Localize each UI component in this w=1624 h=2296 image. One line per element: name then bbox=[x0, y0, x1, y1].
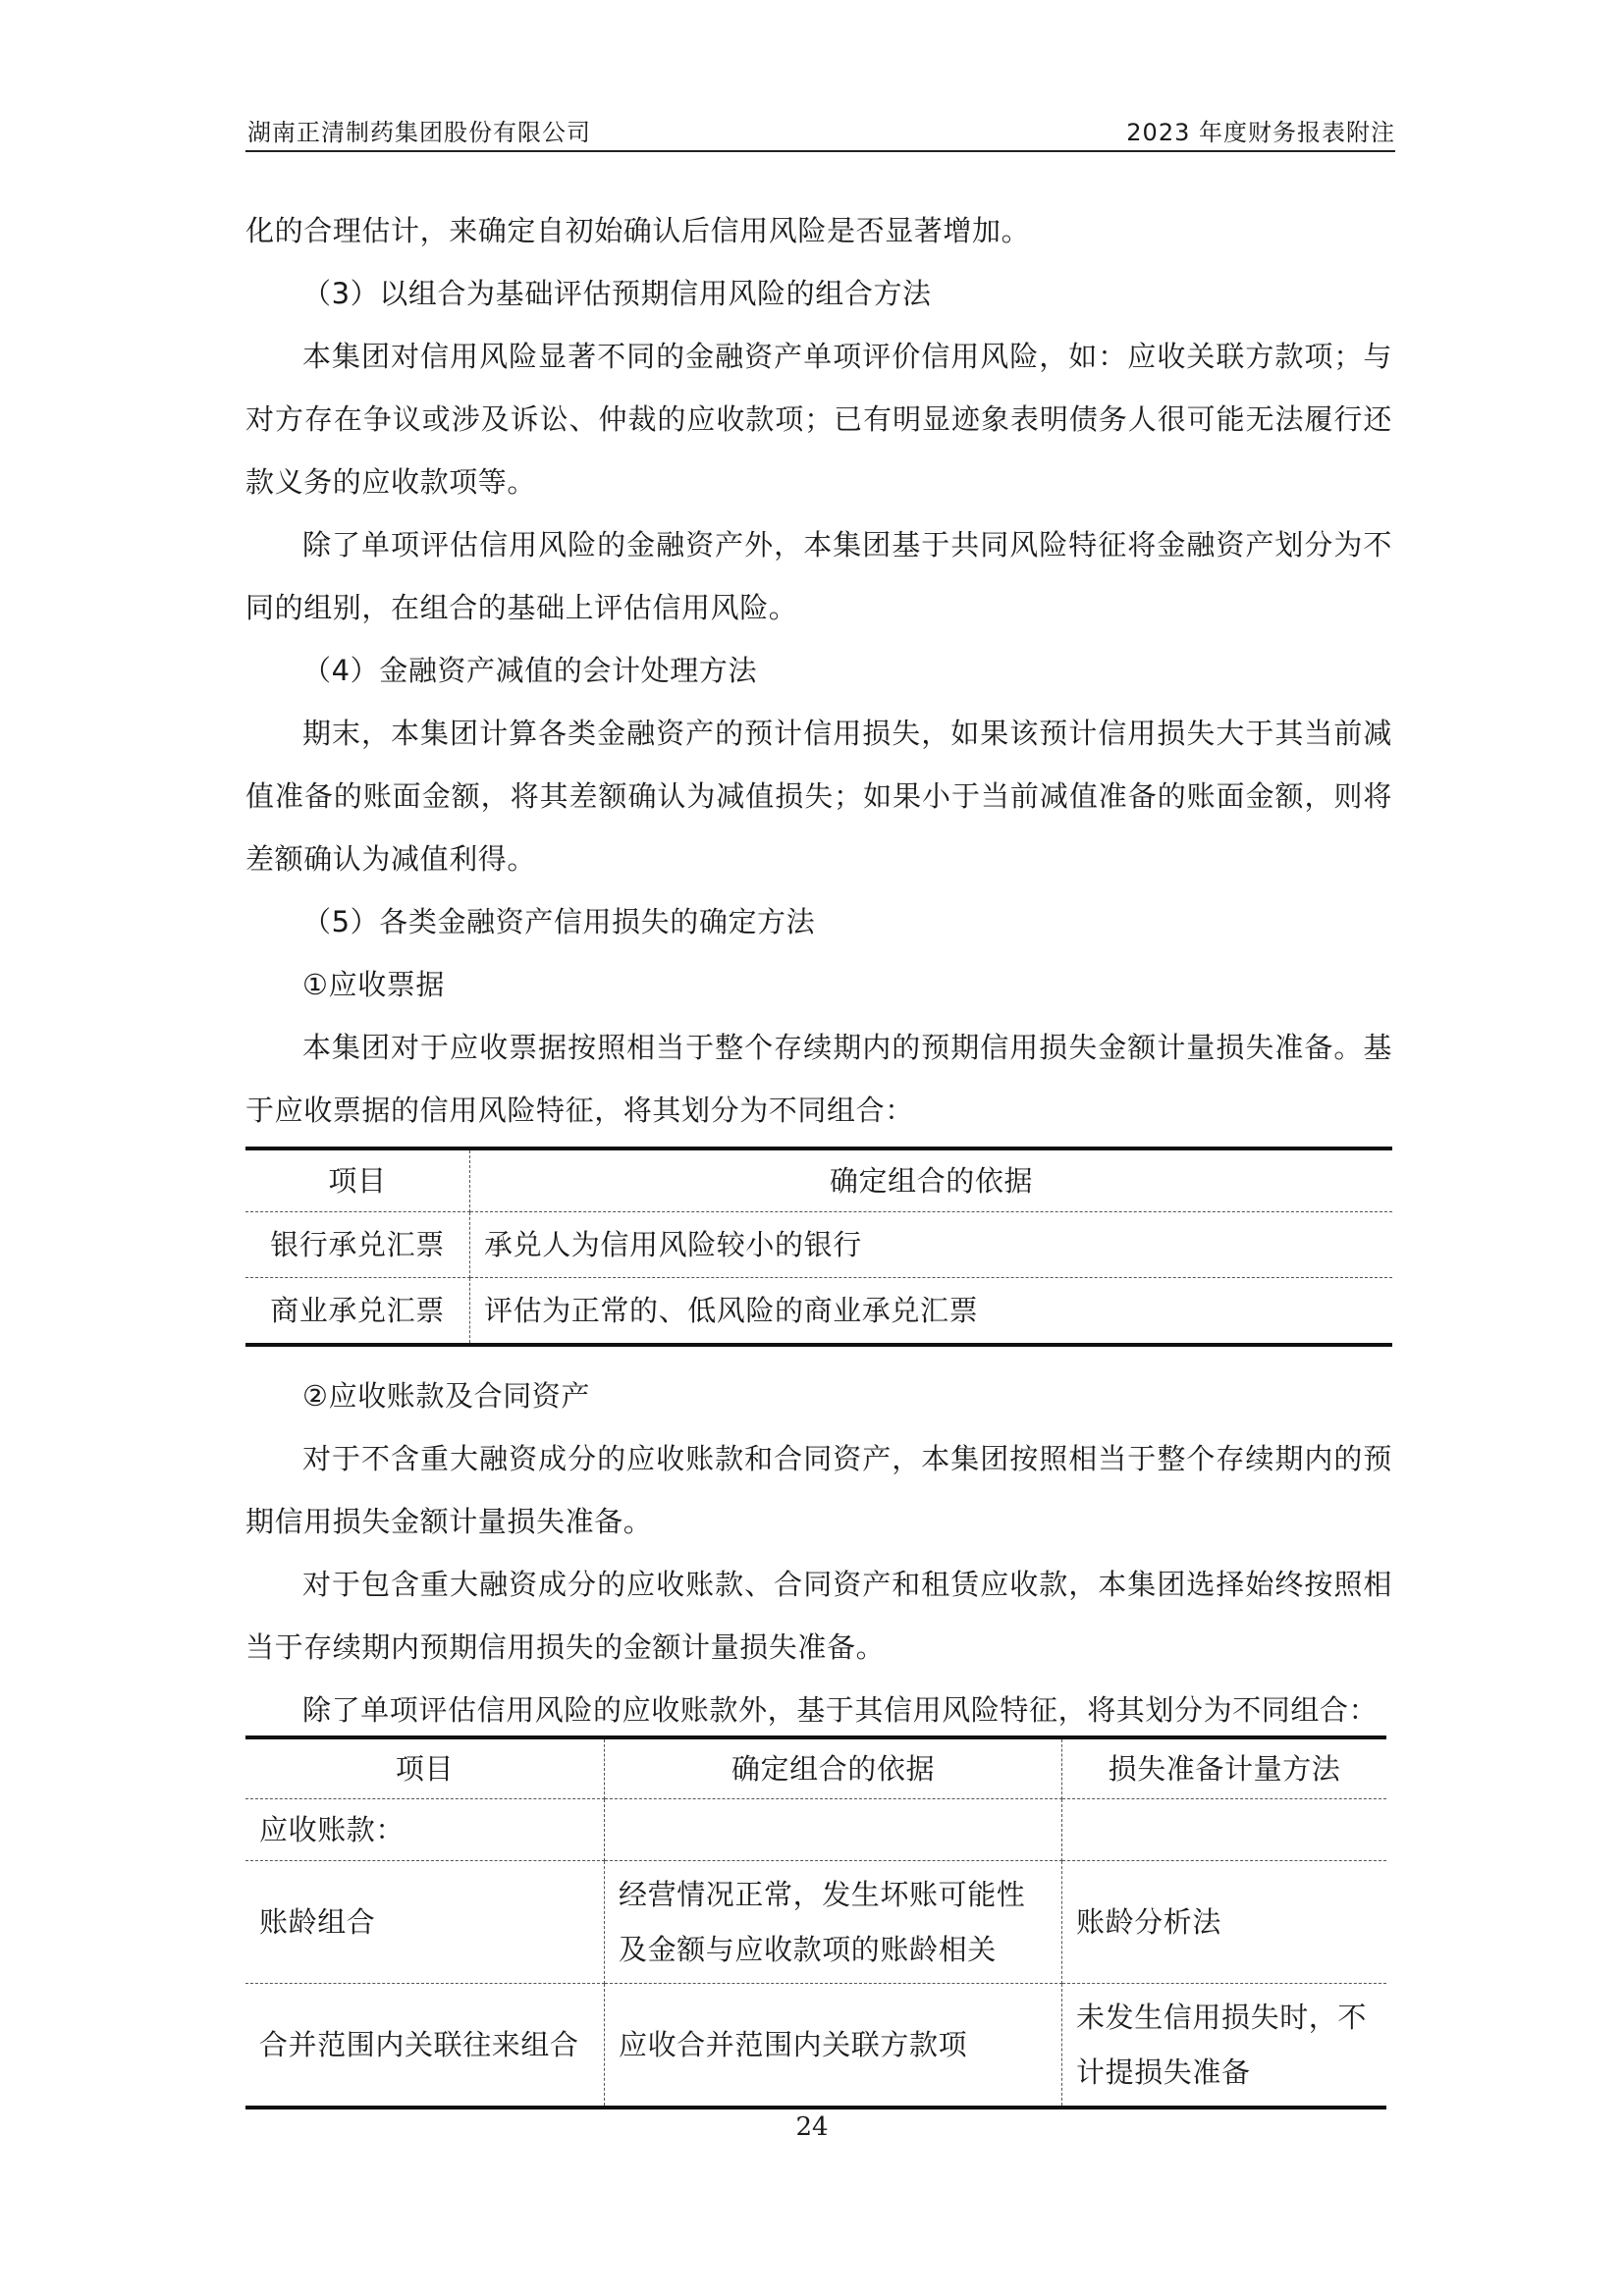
paragraph: 本集团对信用风险显著不同的金融资产单项评价信用风险，如：应收关联方款项；与对方存在争议或涉及诉讼、仲裁的应收款项；已有明显迹象表明债务人很可能无法履行还款义务的应收款项等。 bbox=[245, 340, 1392, 499]
header-document-title: 2023 年度财务报表附注 bbox=[1126, 119, 1395, 146]
table-cell: 账龄分析法 bbox=[1062, 1861, 1387, 1984]
notes-receivable-table bbox=[245, 1147, 1392, 1347]
paragraph: 期末，本集团计算各类金融资产的预计信用损失，如果该预计信用损失大于其当前减值准备的账面金额，将其差额确认为减值损失；如果小于当前减值准备的账面金额，则将差额确认为减值利得。 bbox=[245, 717, 1392, 876]
table-cell bbox=[1062, 1799, 1387, 1861]
header-company-name: 湖南正清制药集团股份有限公司 bbox=[247, 119, 591, 146]
accounts-receivable-table bbox=[245, 1735, 1386, 2109]
paragraph: 除了单项评估信用风险的应收账款外，基于其信用风险特征，将其划分为不同组合： bbox=[302, 1693, 1379, 1727]
table-cell: 合并范围内关联往来组合 bbox=[245, 1984, 605, 2109]
table-header-cell: 确定组合的依据 bbox=[470, 1148, 1393, 1212]
table-header-cell: 项目 bbox=[245, 1148, 470, 1212]
table-section-label: 应收账款： bbox=[245, 1799, 605, 1861]
table-cell bbox=[605, 1799, 1062, 1861]
page-number: 24 bbox=[795, 2112, 829, 2142]
paragraph: 本集团对于应收票据按照相当于整个存续期内的预期信用损失金额计量损失准备。基于应收票据的信用风险特征，将其划分为不同组合： bbox=[245, 1031, 1392, 1127]
table-header-cell: 确定组合的依据 bbox=[605, 1737, 1062, 1799]
header-divider bbox=[245, 150, 1395, 152]
subheading-3: （3）以组合为基础评估预期信用风险的组合方法 bbox=[302, 277, 932, 310]
table-cell: 评估为正常的、低风险的商业承兑汇票 bbox=[484, 1294, 979, 1327]
table-header-cell: 项目 bbox=[245, 1737, 605, 1799]
subheading-5: （5）各类金融资产信用损失的确定方法 bbox=[302, 905, 816, 938]
paragraph: 除了单项评估信用风险的金融资产外，本集团基于共同风险特征将金融资产划分为不同的组别，在组合的基础上评估信用风险。 bbox=[245, 528, 1392, 624]
paragraph: 化的合理估计，来确定自初始确认后信用风险是否显著增加。 bbox=[245, 214, 1031, 247]
table-cell: 商业承兑汇票 bbox=[245, 1278, 470, 1346]
table-header-cell: 损失准备计量方法 bbox=[1062, 1737, 1387, 1799]
table-cell: 经营情况正常，发生坏账可能性及金额与应收款项的账龄相关 bbox=[605, 1861, 1062, 1984]
paragraph: 对于不含重大融资成分的应收账款和合同资产，本集团按照相当于整个存续期内的预期信用损失金额计量损失准备。 bbox=[245, 1442, 1392, 1538]
paragraph: 对于包含重大融资成分的应收账款、合同资产和租赁应收款，本集团选择始终按照相当于存续期内预期信用损失的金额计量损失准备。 bbox=[245, 1568, 1392, 1664]
table-cell: 未发生信用损失时，不计提损失准备 bbox=[1076, 2001, 1368, 2089]
table-cell: 账龄组合 bbox=[245, 1861, 605, 1984]
table-cell: 承兑人为信用风险较小的银行 bbox=[470, 1212, 1393, 1278]
table-cell: 应收合并范围内关联方款项 bbox=[605, 1984, 1062, 2109]
body-section-1 bbox=[245, 199, 1392, 1142]
subheading-4: （4）金融资产减值的会计处理方法 bbox=[302, 654, 758, 687]
subheading-notes-receivable: ①应收票据 bbox=[302, 968, 445, 1001]
table-cell: 银行承兑汇票 bbox=[245, 1212, 470, 1278]
subheading-accounts-receivable: ②应收账款及合同资产 bbox=[302, 1379, 590, 1413]
body-section-2 bbox=[245, 1364, 1392, 1741]
